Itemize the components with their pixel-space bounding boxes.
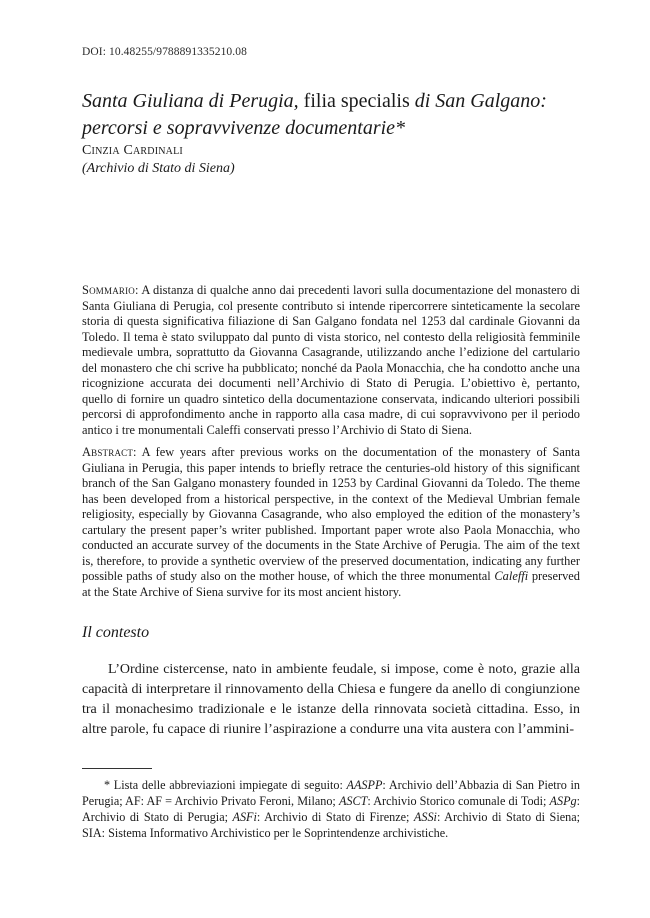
sommario-text: A distanza di qualche anno dai precedenti lavori sulla documentazione del monastero di Santa Giuliana di Perugia, col presente contributo si intende ripercorrere sinteticamente la secolare storia di questa significativa filiazione di San Galgano fondata nel 1253 dal cardinale Giovanni da Toledo. Il tema è stato sviluppato dal punto di vista storico, nel contesto della religiosità femminile medievale umbra, soprattutto da Giovanna Casagrande, utilizzando anche l’edizione del cartulario del monastero che chi scrive ha pubblicato; nonché da Paola Monacchia, che ha condotto anche una ricognizione accurata dei documenti nell’Archivio di Stato di Perugia. L’obiettivo è, pertanto, quello di fornire un quadro sintetico della documentazione conservata, indicando ulteriori possibili percorsi di approfondimento anche in rapporto alla casa madre, di cui sopravvivono per il periodo antico i tre monumentali Caleffi conservati presso l’Archivio di Stato di Siena. bbox=[82, 283, 580, 437]
abstract-italic-caleffi: Caleffi bbox=[494, 569, 529, 583]
author-name: Cinzia Cardinali bbox=[82, 143, 183, 158]
sommario-paragraph bbox=[82, 283, 580, 438]
footnote-text-3: : Archivio Storico comunale di Todi; bbox=[367, 794, 550, 808]
abstract-text-2: preserved at the State Archive of Siena survive for its most ancient history. bbox=[82, 569, 580, 599]
footnote-abbr-aaspp: AASPP bbox=[346, 778, 383, 792]
footnote-abbr-assi: ASSi bbox=[413, 810, 437, 824]
footnote-divider bbox=[82, 768, 152, 769]
title-part-4: percorsi e sopravvivenze documentarie* bbox=[82, 117, 406, 139]
footnote-abbr-aspg: ASPg bbox=[549, 794, 577, 808]
footnote bbox=[82, 777, 580, 841]
abstract-paragraph bbox=[82, 445, 580, 600]
doi: DOI: 10.48255/9788891335210.08 bbox=[82, 46, 247, 58]
abstract-text-1: A few years after previous works on the documentation of the monastery of Santa Giuliana in Perugia, this paper intends to briefly retrace the centuries-old history of this significant branch of the San Galgano monastery founded in 1253 by Cardinal Giovanni da Toledo. The theme has been developed from a historical perspective, in the context of the Medieval Umbrian female religiosity, especially by Giovanna Casagrande, who also employed the edition of the monastery’s cartulary the present paper’s writer published. Important paper wrote also Paola Monacchia, who conducted an accurate survey of the documents in the State Archive of Perugia. The aim of the text is, therefore, to provide a synthetic overview of the preserved documentation, indicating any further possible paths of study also on the mother house, of which the three monumental bbox=[82, 445, 580, 583]
sommario-label: Sommario: bbox=[82, 283, 139, 297]
footnote-text-4: : Archivio di Stato di Perugia; bbox=[82, 794, 580, 824]
section-heading: Il contesto bbox=[82, 624, 150, 641]
author-affiliation: (Archivio di Stato di Siena) bbox=[82, 161, 235, 176]
abstract-label: Abstract: bbox=[82, 445, 137, 459]
footnote-text-1: * Lista delle abbreviazioni impiegate di seguito: bbox=[104, 778, 347, 792]
footnote-abbr-asct: ASCT bbox=[338, 794, 368, 808]
footnote-text-2: : Archivio dell’Abbazia di San Pietro in Perugia; AF: AF = Archivio Privato Feroni, Milano; bbox=[82, 778, 580, 808]
footnote-text-6: : Archivio di Stato di Siena; SIA: Sistema Informativo Archivistico per le Soprintendenze archivistiche. bbox=[82, 810, 581, 840]
title-part-1: Santa Giuliana di Perugia, bbox=[82, 90, 299, 112]
footnote-abbr-asfi: ASFi bbox=[232, 810, 257, 824]
footnote-text-5: : Archivio di Stato di Firenze; bbox=[256, 810, 414, 824]
article-title bbox=[82, 88, 582, 142]
title-part-2: filia specialis bbox=[298, 90, 415, 112]
body-paragraph: L’Ordine cistercense, nato in ambiente feudale, si impose, come è noto, grazie alla capacità di interpretare il rinnovamento della Chiesa e fungere da anello di congiunzione tra il monachesimo tradizionale e le istanze della rinnovata società cittadina. Esso, in altre parole, fu capace di riunire l’aspirazione a condurre una vita austera con l’ammini- bbox=[82, 662, 580, 737]
title-part-3: di San Galgano: bbox=[414, 90, 547, 112]
